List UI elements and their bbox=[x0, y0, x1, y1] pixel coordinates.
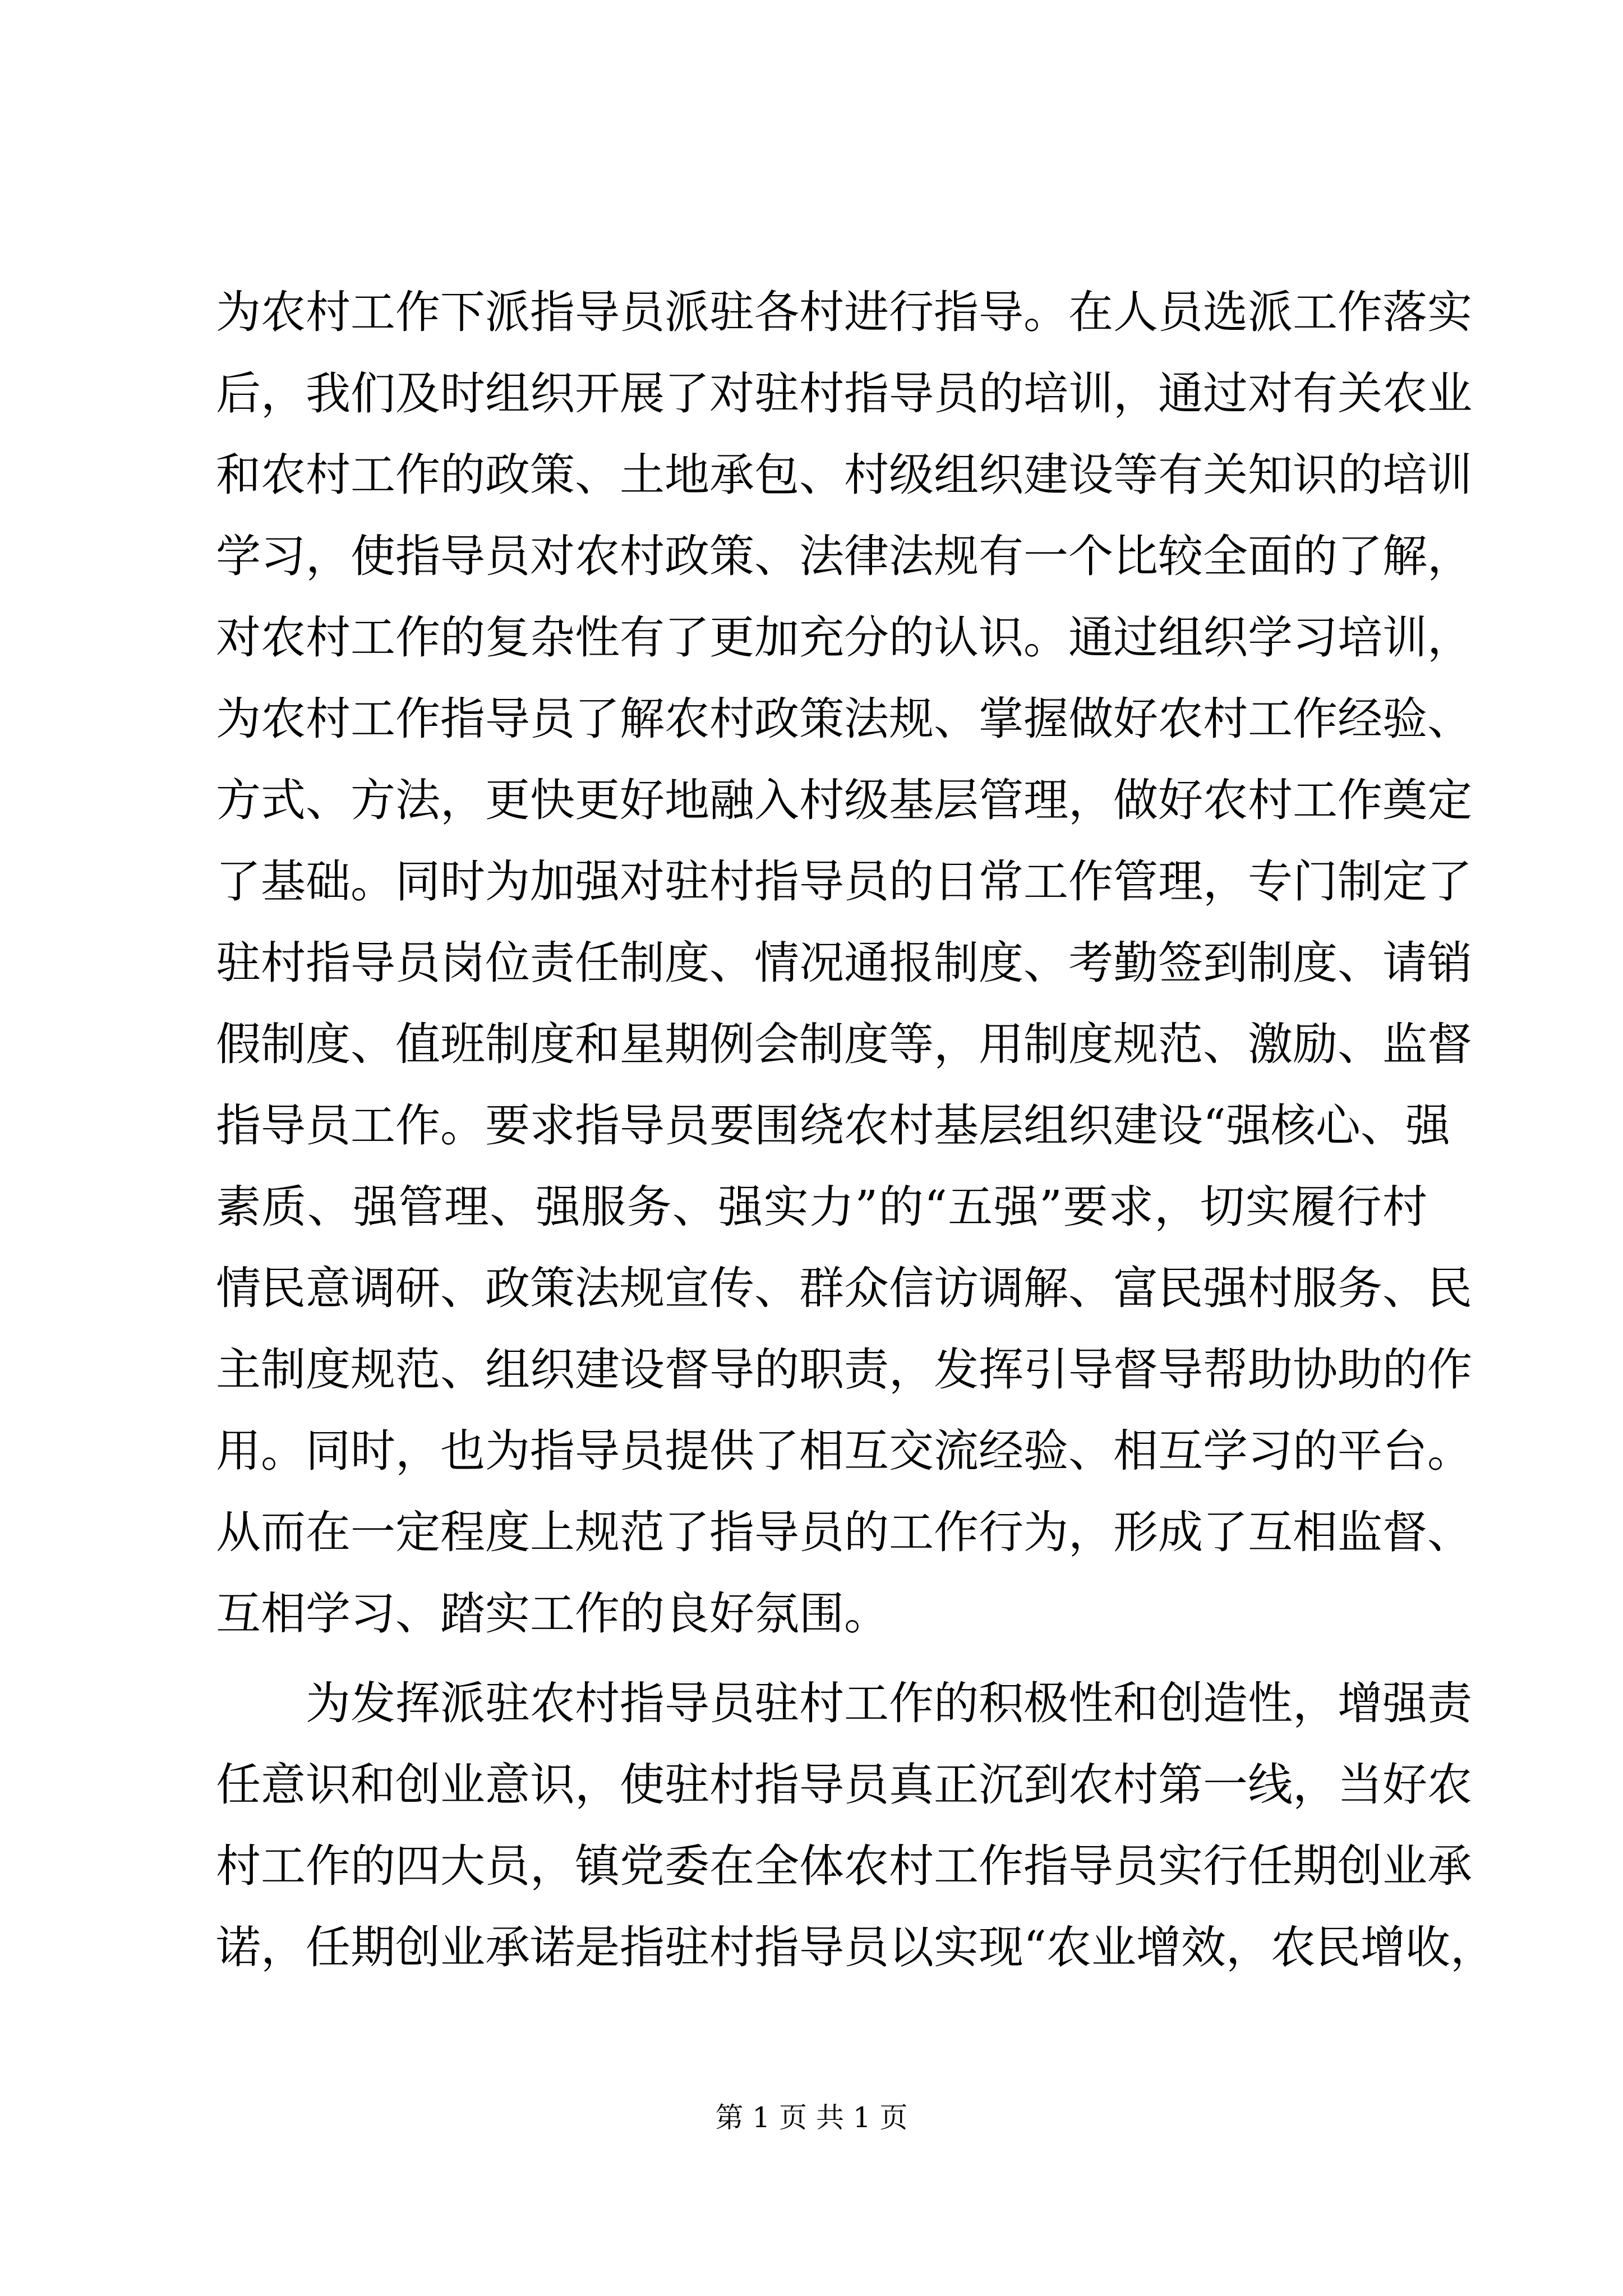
text-line: 和农村工作的政策、土地承包、村级组织建设等有关知识的培训 bbox=[216, 449, 1472, 501]
text-line: 对农村工作的复杂性有了更加充分的认识。通过组织学习培训， bbox=[216, 611, 1472, 664]
text-line: 素质、强管理、强服务、强实力”的“五强”要求，切实履行村 bbox=[216, 1181, 1427, 1233]
text-line: 方式、方法，更快更好地融入村级基层管理，做好农村工作奠定 bbox=[216, 774, 1472, 826]
text-line: 互相学习、踏实工作的良好氛围。 bbox=[216, 1588, 889, 1640]
text-line: 村工作的四大员，镇党委在全体农村工作指导员实行任期创业承 bbox=[216, 1840, 1472, 1892]
text-line: 诺，任期创业承诺是指驻村指导员以实现“农业增效，农民增收， bbox=[216, 1921, 1495, 1973]
text-line: 从而在一定程度上规范了指导员的工作行为，形成了互相监督、 bbox=[216, 1506, 1472, 1558]
text-line: 后，我们及时组织开展了对驻村指导员的培训，通过对有关农业 bbox=[216, 367, 1472, 420]
text-line: 学习，使指导员对农村政策、法律法规有一个比较全面的了解， bbox=[216, 530, 1472, 582]
document-body bbox=[216, 272, 1495, 1988]
paragraph-1 bbox=[216, 272, 1472, 1654]
text-line: 为农村工作下派指导员派驻各村进行指导。在人员选派工作落实 bbox=[216, 286, 1472, 338]
text-line: 为农村工作指导员了解农村政策法规、掌握做好农村工作经验、 bbox=[216, 693, 1472, 745]
page-number-label: 第 1 页 共 1 页 bbox=[715, 2101, 908, 2134]
page-footer bbox=[0, 2098, 1623, 2137]
paragraph-gap bbox=[216, 1654, 1427, 1663]
text-line: 任意识和创业意识，使驻村指导员真正沉到农村第一线，当好农 bbox=[216, 1759, 1472, 1811]
text-line: 为发挥派驻农村指导员驻村工作的积极性和创造性，增强责 bbox=[306, 1677, 1472, 1729]
paragraph-2 bbox=[216, 1663, 1495, 1988]
text-line: 驻村指导员岗位责任制度、情况通报制度、考勤签到制度、请销 bbox=[216, 937, 1472, 989]
text-line: 主制度规范、组织建设督导的职责，发挥引导督导帮助协助的作 bbox=[216, 1343, 1472, 1396]
text-line: 假制度、值班制度和星期例会制度等，用制度规范、激励、监督 bbox=[216, 1018, 1472, 1070]
text-line: 情民意调研、政策法规宣传、群众信访调解、富民强村服务、民 bbox=[216, 1262, 1472, 1314]
text-line: 用。同时，也为指导员提供了相互交流经验、相互学习的平台。 bbox=[216, 1425, 1472, 1477]
text-line: 指导员工作。要求指导员要围绕农村基层组织建设“强核心、强 bbox=[216, 1099, 1450, 1152]
text-line: 了基础。同时为加强对驻村指导员的日常工作管理，专门制定了 bbox=[216, 855, 1472, 908]
